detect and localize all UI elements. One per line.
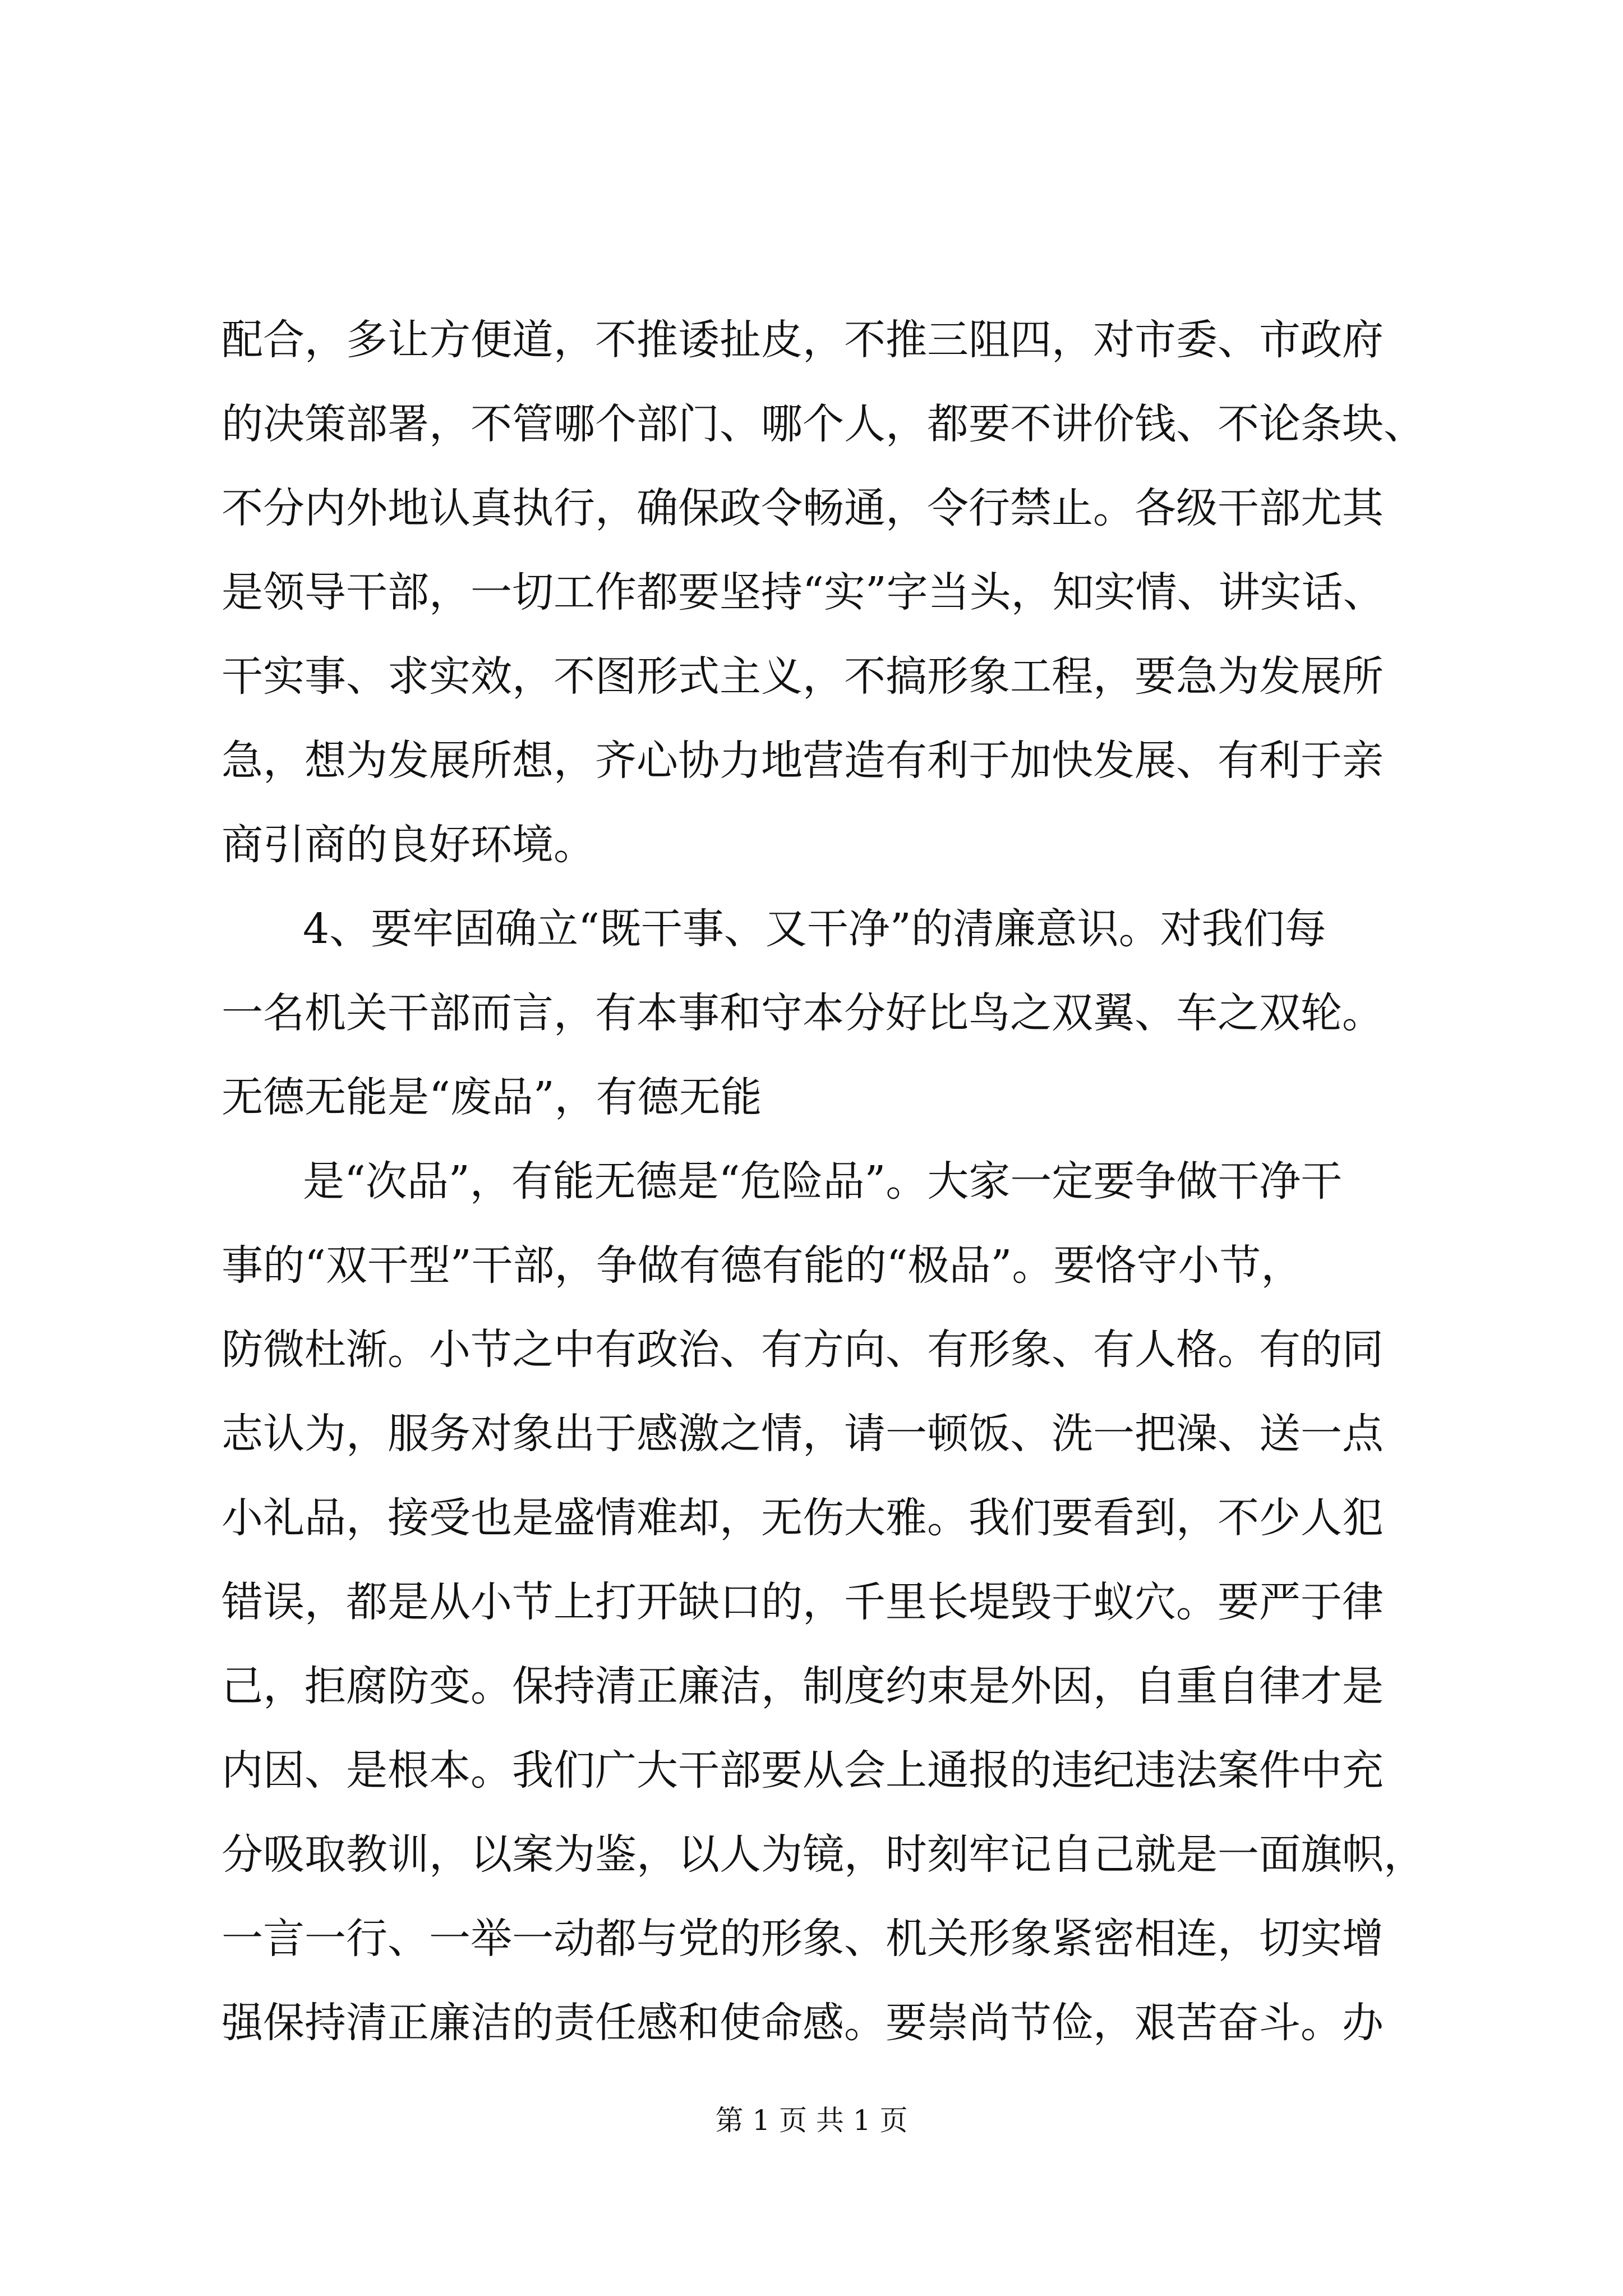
text-line: 己，拒腐防变。保持清正廉洁，制度约束是外因，自重自律才是 [222, 1662, 1384, 1710]
page-footer: 第 1 页 共 1 页 [715, 2104, 908, 2137]
text-line: 干实事、求实效，不图形式主义，不搞形象工程，要急为发展所 [222, 652, 1384, 701]
paragraph-start-line: 4、要牢固确立“既干事、又干净”的清廉意识。对我们每 [303, 905, 1326, 953]
text-line: 不分内外地认真执行，确保政令畅通，令行禁止。各级干部尤其 [222, 484, 1384, 532]
text-line: 事的“双干型”干部，争做有德有能的“极品”。要恪守小节， [222, 1241, 1303, 1290]
text-line: 商引商的良好环境。 [222, 821, 595, 869]
paragraph-start-line: 是“次品”，有能无德是“危险品”。大家一定要争做干净干 [303, 1157, 1343, 1205]
text-line: 一言一行、一举一动都与党的形象、机关形象紧密相连，切实增 [222, 1915, 1384, 1963]
text-line: 急，想为发展所想，齐心协力地营造有利于加快发展、有利于亲 [222, 737, 1384, 785]
text-line: 配合，多让方便道，不推诿扯皮，不推三阻四，对市委、市政府 [222, 316, 1384, 364]
text-line: 是领导干部，一切工作都要坚持“实”字当头，知实情、讲实话、 [222, 568, 1385, 616]
text-line: 的决策部署，不管哪个部门、哪个人，都要不讲价钱、不论条块、 [222, 400, 1425, 448]
text-line: 小礼品，接受也是盛情难却，无伤大雅。我们要看到，不少人犯 [222, 1494, 1384, 1542]
text-line: 无德无能是“废品”，有德无能 [222, 1073, 762, 1121]
text-line: 一名机关干部而言，有本事和守本分好比鸟之双翼、车之双轮。 [222, 989, 1384, 1037]
text-line: 内因、是根本。我们广大干部要从会上通报的违纪违法案件中充 [222, 1746, 1384, 1795]
text-line: 错误，都是从小节上打开缺口的，千里长堤毁于蚁穴。要严于律 [222, 1578, 1384, 1626]
text-line: 分吸取教训，以案为鉴，以人为镜，时刻牢记自己就是一面旗帜， [222, 1830, 1425, 1879]
text-line: 志认为，服务对象出于感激之情，请一顿饭、洗一把澡、送一点 [222, 1410, 1384, 1458]
text-line: 强保持清正廉洁的责任感和使命感。要崇尚节俭，艰苦奋斗。办 [222, 1999, 1384, 2047]
text-line: 防微杜渐。小节之中有政治、有方向、有形象、有人格。有的同 [222, 1326, 1384, 1374]
